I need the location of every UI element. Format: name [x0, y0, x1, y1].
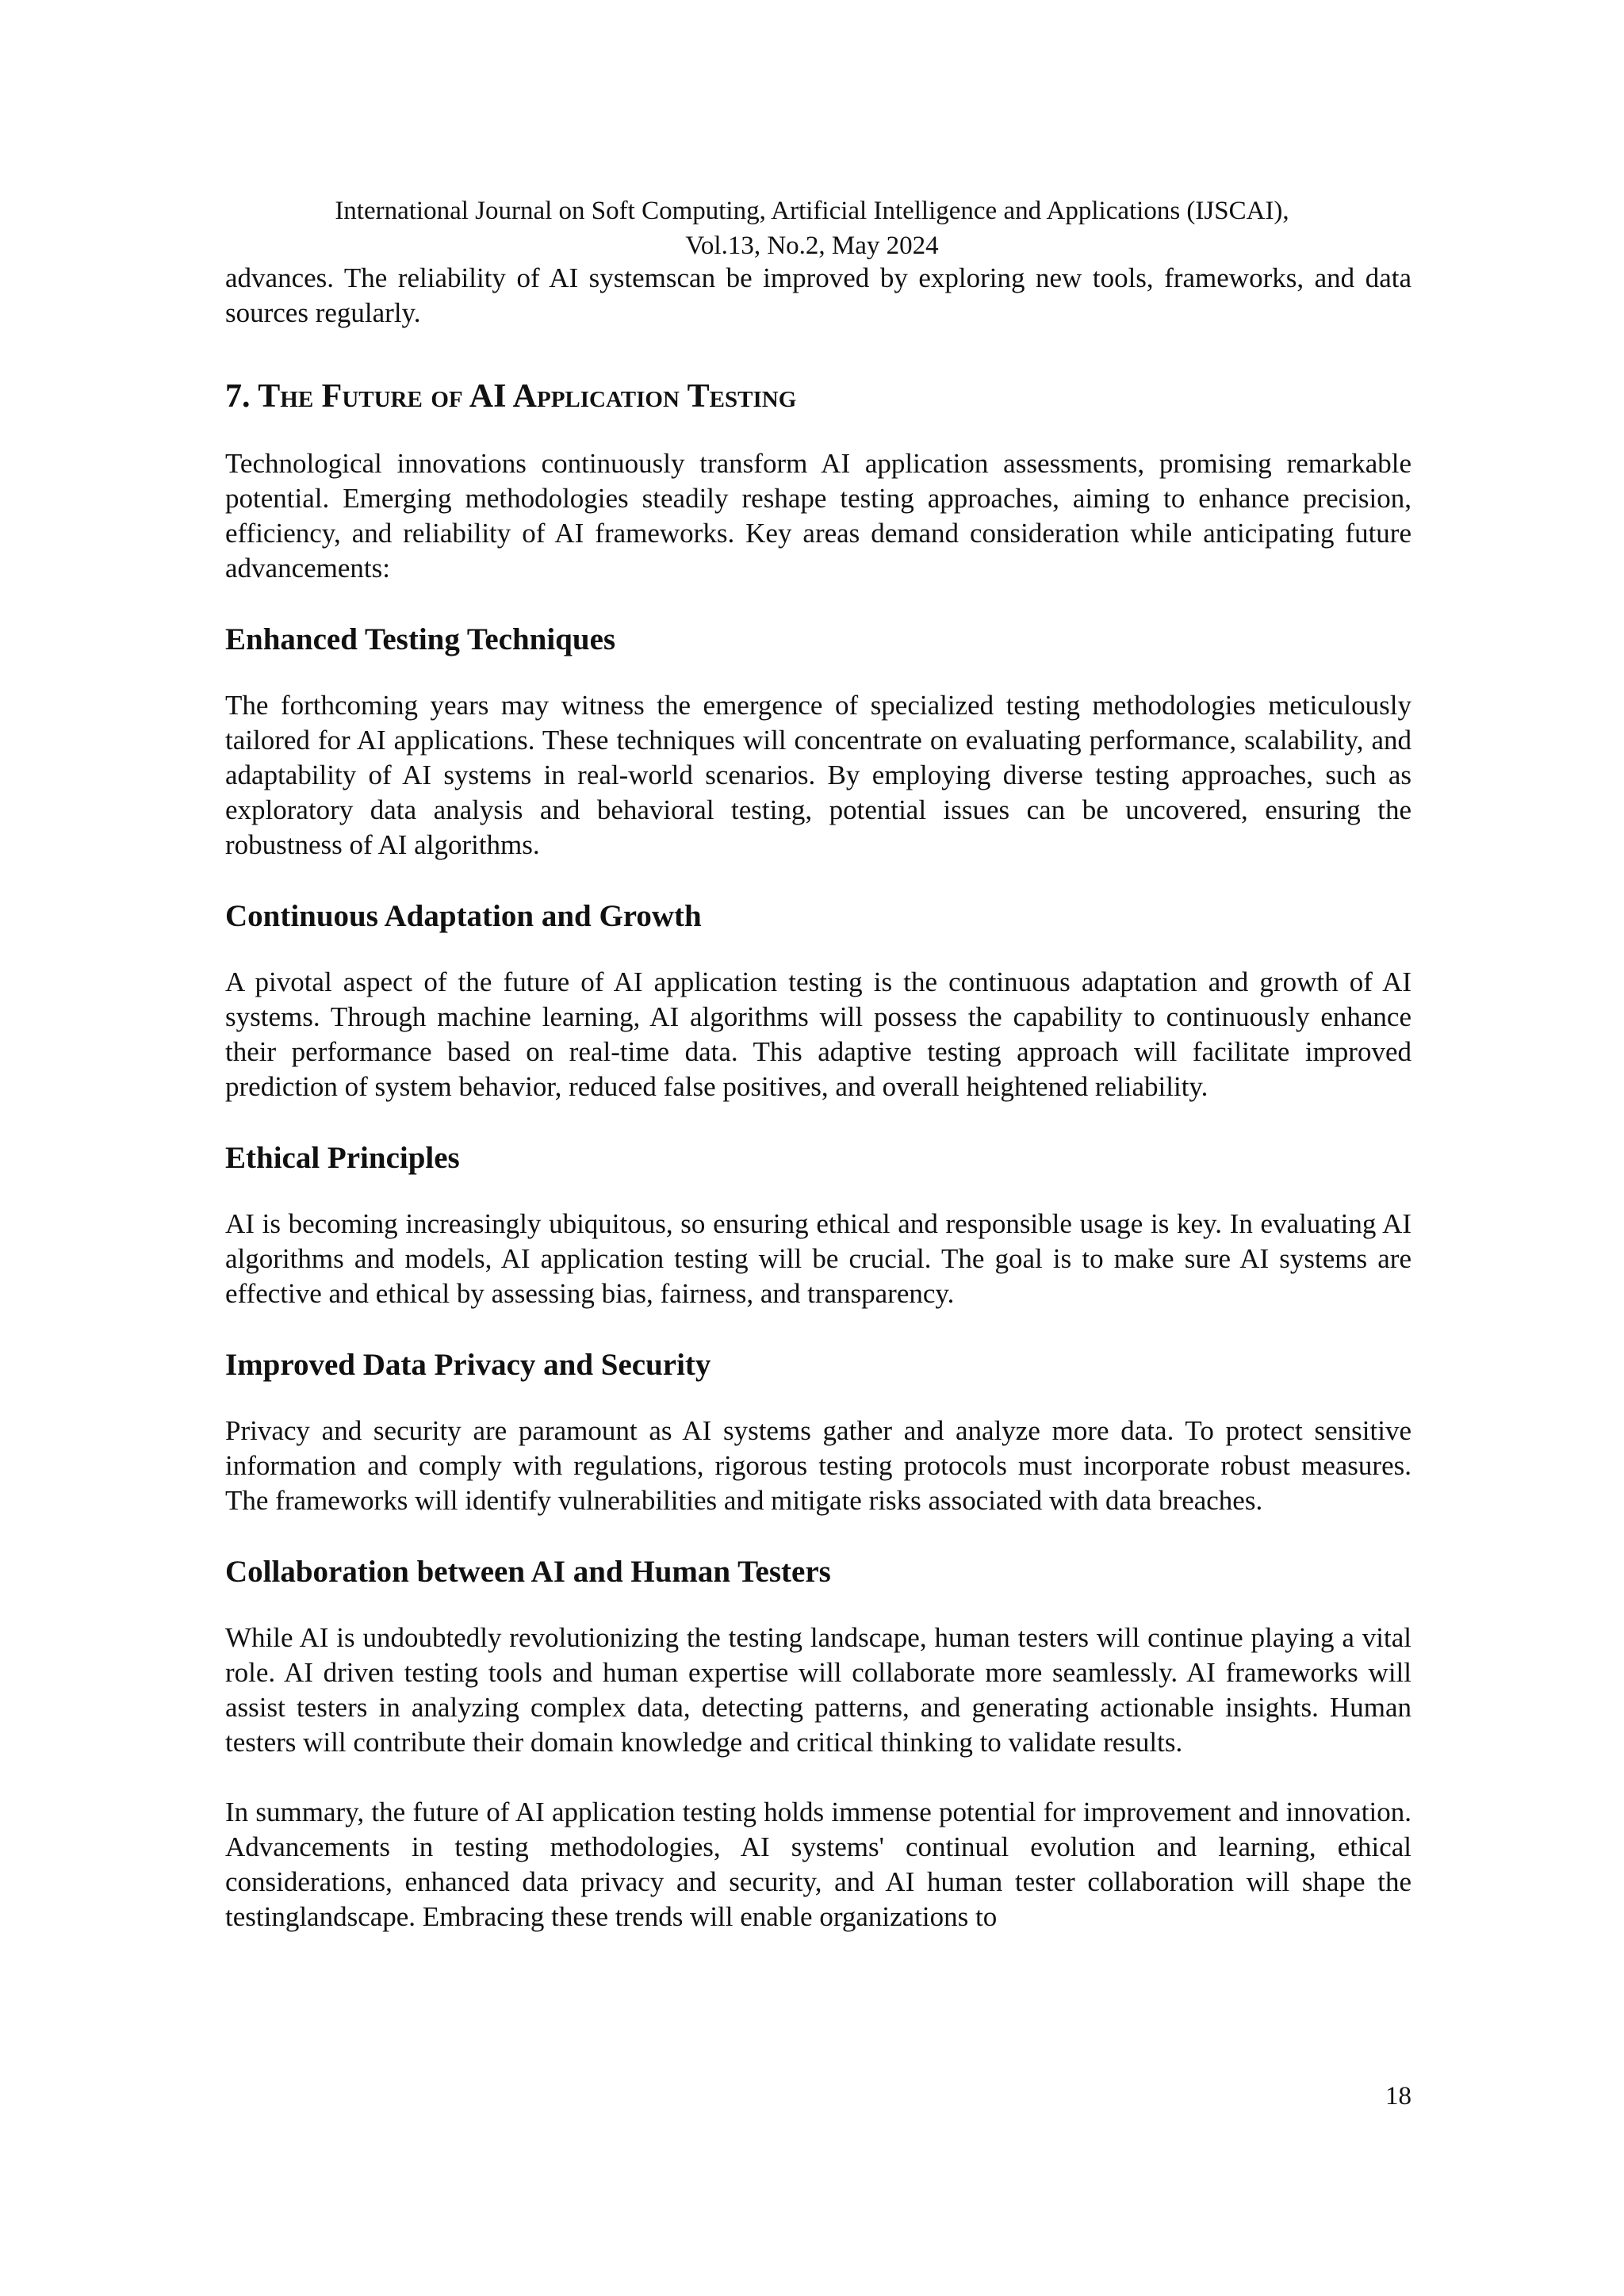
journal-title-line: International Journal on Soft Computing, Artificial Intelligence and Applications (IJSCAI), [335, 197, 1289, 225]
page-number: 18 [1385, 2082, 1411, 2110]
summary-paragraph: In summary, the future of AI application testing holds immense potential for improvement and innovation. Advancements in testing methodologies, AI systems' continual evolution and learning, ethical considerations, enhanced data privacy and security, and AI human tester collaboration will shape the testinglandscape. Embracing these trends will enable organizations to [225, 1797, 1411, 1932]
page-body [225, 261, 1411, 1934]
section-title: The Future of AI Application Testing [258, 378, 797, 415]
subsection-body-enhanced-testing: The forthcoming years may witness the emergence of specialized testing methodologies meticulously tailored for AI applications. These techniques will concentrate on evaluating performance, scalability, and adaptability of AI systems in real-world scenarios. By employing diverse testing approaches, such as exploratory data analysis and behavioral testing, potential issues can be uncovered, ensuring the robustness of AI algorithms. [225, 690, 1411, 860]
running-header [0, 193, 1624, 263]
subsection-body-data-privacy: Privacy and security are paramount as AI systems gather and analyze more data. To protect sensitive information and comply with regulations, rigorous testing protocols must incorporate robust measures. The frameworks will identify vulnerabilities and mitigate risks associated with data breaches. [225, 1415, 1411, 1516]
section-number: 7. [225, 378, 251, 415]
section-heading [225, 375, 1411, 418]
subsection-heading-collaboration: Collaboration between AI and Human Testers [225, 1555, 831, 1589]
journal-volume-line: Vol.13, No.2, May 2024 [685, 232, 939, 260]
subsection-heading-enhanced-testing: Enhanced Testing Techniques [225, 622, 616, 656]
section-intro-paragraph: Technological innovations continuously transform AI application assessments, promising remarkable potential. Emerging methodologies steadily reshape testing approaches, aiming to enhance precision, efficiency, and reliability of AI frameworks. Key areas demand consideration while anticipating future advancements: [225, 448, 1411, 584]
subsection-body-continuous-adaptation: A pivotal aspect of the future of AI application testing is the continuous adaptation and growth of AI systems. Through machine learning, AI algorithms will possess the capability to continuously enhance their performance based on real-time data. This adaptive testing approach will facilitate improved prediction of system behavior, reduced false positives, and overall heightened reliability. [225, 966, 1411, 1102]
subsection-body-collaboration: While AI is undoubtedly revolutionizing the testing landscape, human testers will continue playing a vital role. AI driven testing tools and human expertise will collaborate more seamlessly. AI frameworks will assist testers in analyzing complex data, detecting patterns, and generating actionable insights. Human testers will contribute their domain knowledge and critical thinking to validate results. [225, 1622, 1411, 1758]
subsection-heading-continuous-adaptation: Continuous Adaptation and Growth [225, 899, 702, 933]
carryover-paragraph: advances. The reliability of AI systemscan be improved by exploring new tools, frameworks, and data sources regularly. [225, 262, 1411, 328]
subsection-heading-ethical-principles: Ethical Principles [225, 1141, 460, 1175]
subsection-heading-data-privacy: Improved Data Privacy and Security [225, 1348, 711, 1382]
subsection-body-ethical-principles: AI is becoming increasingly ubiquitous, so ensuring ethical and responsible usage is key. In evaluating AI algorithms and models, AI application testing will be crucial. The goal is to make sure AI systems are effective and ethical by assessing bias, fairness, and transparency. [225, 1208, 1411, 1309]
